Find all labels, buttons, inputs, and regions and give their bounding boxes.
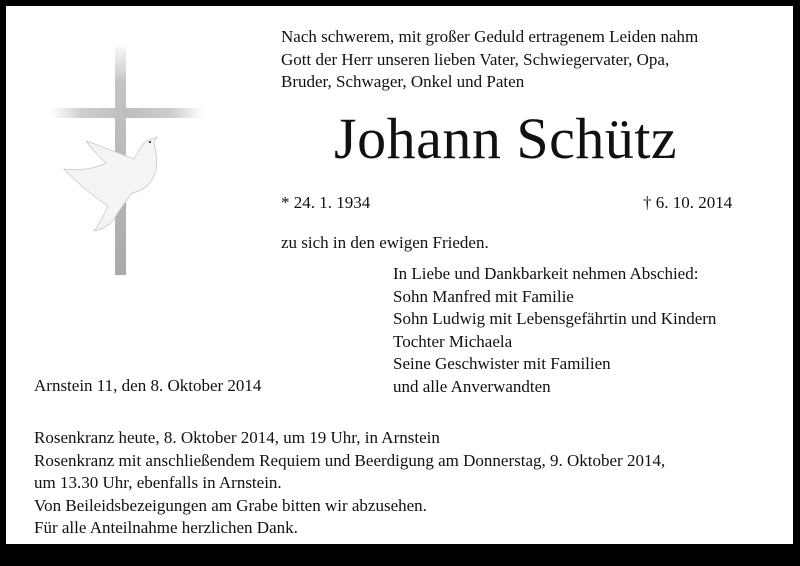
- mourner-item: Sohn Manfred mit Familie: [393, 286, 574, 306]
- mourners-list: [393, 263, 716, 398]
- place-and-date: Arnstein 11, den 8. Oktober 2014: [34, 376, 262, 395]
- intro-text: [281, 26, 698, 94]
- birth-date: * 24. 1. 1934: [281, 193, 371, 212]
- mourner-item: Seine Geschwister mit Familien: [393, 354, 611, 373]
- cross-with-dove-icon: [46, 41, 206, 281]
- peace-line: zu sich in den ewigen Frieden.: [281, 233, 489, 252]
- death-date: † 6. 10. 2014: [643, 193, 733, 212]
- intro-line: Nach schwerem, mit großer Geduld ertragenem Leiden nahm: [281, 27, 699, 46]
- mourner-item: Sohn Ludwig mit Lebensgefährtin und Kindern: [393, 309, 717, 328]
- note-line: Für alle Anteilnahme herzlichen Dank.: [34, 518, 298, 537]
- note-line: um 13.30 Uhr, ebenfalls in Arnstein.: [34, 473, 282, 492]
- note-line: Rosenkranz mit anschließendem Requiem und Beerdigung am Donnerstag, 9. Oktober 2014,: [34, 450, 666, 470]
- deceased-name: Johann Schütz: [334, 106, 678, 171]
- note-line: Rosenkranz heute, 8. Oktober 2014, um 19 Uhr, in Arnstein: [34, 428, 440, 447]
- obituary-card: [6, 6, 793, 544]
- mourners-heading: In Liebe und Dankbarkeit nehmen Abschied:: [393, 264, 699, 283]
- intro-line: Bruder, Schwager, Onkel und Paten: [281, 72, 525, 91]
- mourner-item: Tochter Michaela: [393, 331, 513, 351]
- mourner-item: und alle Anverwandten: [393, 376, 551, 396]
- note-line: Von Beileidsbezeigungen am Grabe bitten wir abzusehen.: [34, 495, 427, 515]
- intro-line: Gott der Herr unseren lieben Vater, Schwiegervater, Opa,: [281, 49, 670, 69]
- service-notes: [34, 427, 665, 540]
